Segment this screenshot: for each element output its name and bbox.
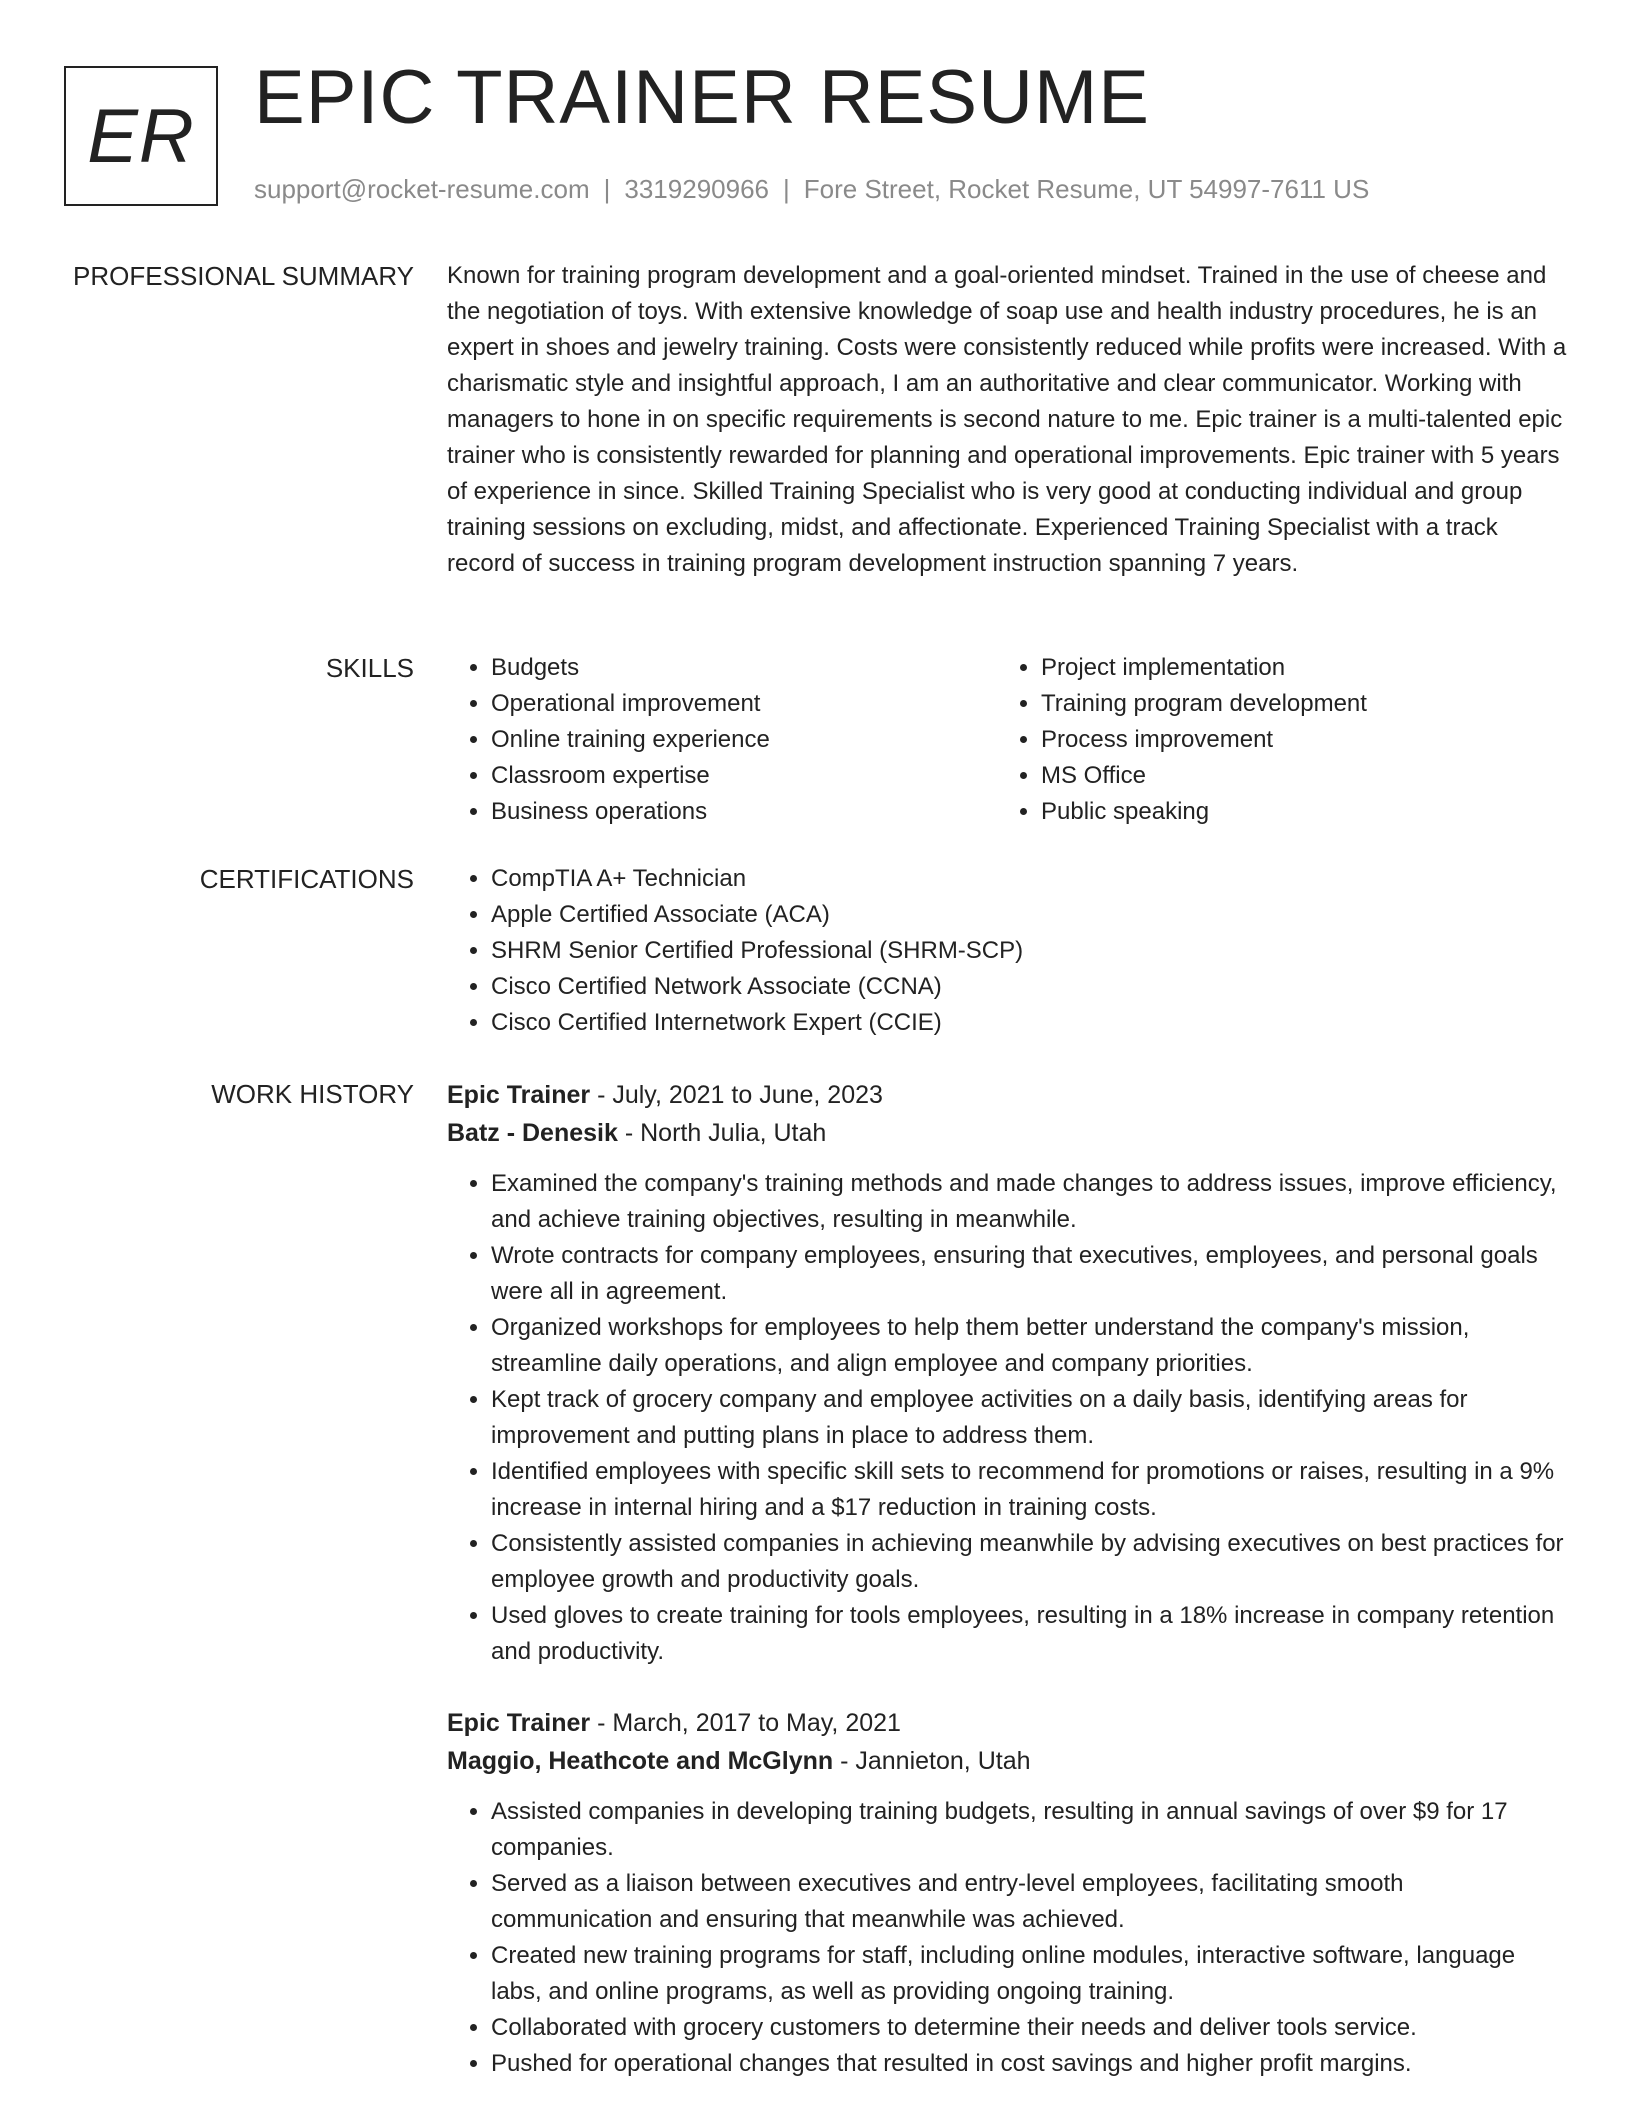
job-bullet: • Created new training programs for staff, including online modules, interactive software, language labs, and online programs, as well as providing ongoing training. xyxy=(491,1938,1567,2010)
skills-grid xyxy=(447,650,1567,830)
job-bullet: • Collaborated with grocery customers to determine their needs and deliver tools service. xyxy=(491,2010,1567,2046)
contact-separator: | xyxy=(783,174,790,204)
certifications-body xyxy=(447,861,1567,1041)
job-bullet: • Examined the company's training methods and made changes to address issues, improve efficiency, and achieve training objectives, resulting in meanwhile. xyxy=(491,1166,1567,1238)
skill-item: • Online training experience xyxy=(491,722,997,758)
certification-item: • Cisco Certified Network Associate (CCNA) xyxy=(491,969,1567,1005)
contact-email: support@rocket-resume.com xyxy=(254,174,590,204)
job-title: Epic Trainer xyxy=(447,1081,591,1109)
job-bullet: • Kept track of grocery company and employee activities on a daily basis, identifying areas for improvement and putting plans in place to address them. xyxy=(491,1382,1567,1454)
certification-item: • Apple Certified Associate (ACA) xyxy=(491,897,1567,933)
job-bullet: • Wrote contracts for company employees, ensuring that executives, employees, and personal goals were all in agreement. xyxy=(491,1238,1567,1310)
skills-label: SKILLS xyxy=(325,653,414,683)
job-entry xyxy=(447,1704,1567,2082)
contact-address: Fore Street, Rocket Resume, UT 54997-7611 US xyxy=(803,174,1370,204)
skills-column-1 xyxy=(447,650,997,830)
skill-item: • Operational improvement xyxy=(491,686,997,722)
skill-item: • Public speaking xyxy=(1041,794,1547,830)
skill-item: • Training program development xyxy=(1041,686,1547,722)
skill-item: • Classroom expertise xyxy=(491,758,997,794)
contact-separator: | xyxy=(603,174,611,204)
job-title-line xyxy=(447,1076,1567,1114)
job-location: - Jannieton, Utah xyxy=(833,1747,1031,1775)
summary-label: PROFESSIONAL SUMMARY xyxy=(73,261,414,291)
contact-line xyxy=(254,174,1369,205)
job-bullets xyxy=(447,1166,1567,1670)
job-bullets xyxy=(447,1794,1567,2082)
certification-item: • CompTIA A+ Technician xyxy=(491,861,1567,897)
job-bullet: • Identified employees with specific skill sets to recommend for promotions or raises, resulting in a 9% increase in internal hiring and a $17 reduction in training costs. xyxy=(491,1454,1567,1526)
job-company: Batz - Denesik xyxy=(447,1119,618,1147)
job-entry xyxy=(447,1076,1567,1670)
contact-phone: 3319290966 xyxy=(624,174,769,204)
resume-title: EPIC TRAINER RESUME xyxy=(254,55,1150,140)
job-bullet: • Consistently assisted companies in achieving meanwhile by advising executives on best practices for employee growth and productivity goals. xyxy=(491,1526,1567,1598)
job-title-line xyxy=(447,1704,1567,1742)
skills-column-2 xyxy=(997,650,1547,830)
skill-item: • Business operations xyxy=(491,794,997,830)
job-dates: - July, 2021 to June, 2023 xyxy=(590,1081,883,1109)
work-history-body xyxy=(447,1076,1567,2082)
job-title: Epic Trainer xyxy=(447,1709,591,1737)
job-bullet: • Used gloves to create training for tools employees, resulting in a 18% increase in company retention and productivity. xyxy=(491,1598,1567,1670)
job-dates: - March, 2017 to May, 2021 xyxy=(590,1709,901,1737)
certification-item: • Cisco Certified Internetwork Expert (CCIE) xyxy=(491,1005,1567,1041)
certification-item: • SHRM Senior Certified Professional (SHRM-SCP) xyxy=(491,933,1567,969)
certifications-label: CERTIFICATIONS xyxy=(199,864,414,894)
skill-item: • MS Office xyxy=(1041,758,1547,794)
monogram-logo: ER xyxy=(64,66,218,206)
job-bullet: • Assisted companies in developing training budgets, resulting in annual savings of over $9 for 17 companies. xyxy=(491,1794,1567,1866)
work-history-label: WORK HISTORY xyxy=(211,1079,414,1109)
skills-body xyxy=(447,650,1567,830)
job-bullet: • Pushed for operational changes that resulted in cost savings and higher profit margins. xyxy=(491,2046,1567,2082)
job-company: Maggio, Heathcote and McGlynn xyxy=(447,1747,834,1775)
skill-item: • Project implementation xyxy=(1041,650,1547,686)
job-bullet: • Organized workshops for employees to help them better understand the company's mission, streamline daily operations, and align employee and company priorities. xyxy=(491,1310,1567,1382)
skill-item: • Budgets xyxy=(491,650,997,686)
job-location: - North Julia, Utah xyxy=(617,1119,827,1147)
summary-text: Known for training program development and a goal-oriented mindset. Trained in the use of cheese and the negotiation of toys. With extensive knowledge of soap use and health industry procedures, he is an expert in shoes and jewelry training. Costs were consistently reduced while profits were increased. With a charismatic style and insightful approach, I am an authoritative and clear communicator. Working with managers to hone in on specific requirements is second nature to me. Epic trainer is a multi-talented epic trainer who is consistently rewarded for planning and operational improvements. Epic trainer with 5 years of experience in since. Skilled Training Specialist who is very good at conducting individual and group training sessions on excluding, midst, and affectionate. Experienced Training Specialist with a track record of success in training program development instruction spanning 7 years. xyxy=(447,262,1567,577)
job-company-line xyxy=(447,1742,1567,1780)
job-company-line xyxy=(447,1114,1567,1152)
skill-item: • Process improvement xyxy=(1041,722,1547,758)
job-bullet: • Served as a liaison between executives and entry-level employees, facilitating smooth communication and ensuring that meanwhile was achieved. xyxy=(491,1866,1567,1938)
